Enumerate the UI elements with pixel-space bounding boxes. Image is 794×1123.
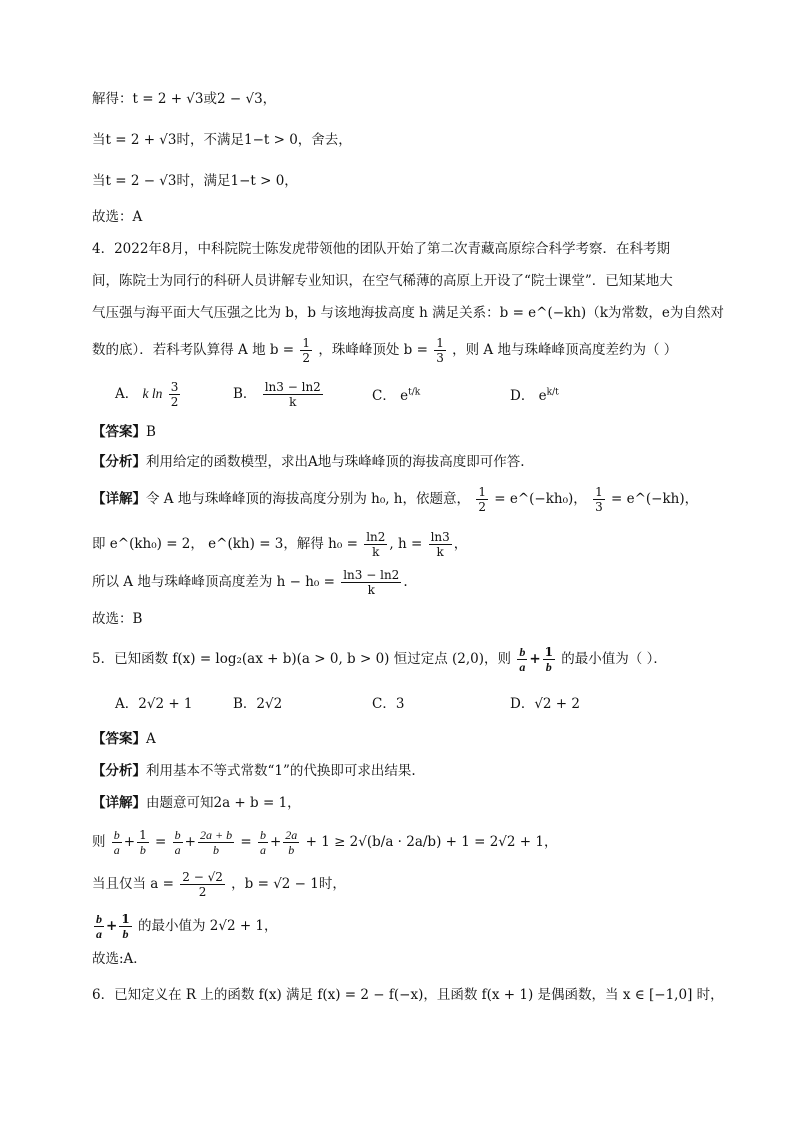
detail-text: ，b = √2 − 1时， <box>231 876 346 892</box>
fraction <box>119 912 131 941</box>
option-text: e <box>400 388 409 404</box>
frac-num: 2a + b <box>199 828 233 842</box>
detail-text: , h = <box>389 536 423 552</box>
q5-detail-2: 则 $\frac{b}{a}$ + $\frac{1}{b}$ = $\frac{b}{a}$ + $\frac{2a + b}{b}$ = $\frac{b}{a}$ + $\frac{2a}{b}$ + 1 ≥ 2√(b/a · 2a/b) + 1 = 2√2 + 1， <box>92 828 558 857</box>
q4-stem-line-2: 间，陈院士为同行的科研人员讲解专业知识，在空气稀薄的高原上开设了“院士课堂”．已知某地大 <box>92 273 673 289</box>
fraction <box>341 568 401 597</box>
option-text: e <box>538 388 547 404</box>
frac-den: a <box>259 843 266 857</box>
q4-detail-1 <box>92 485 698 514</box>
q4-detail-2 <box>92 530 467 559</box>
frac-num: 1 <box>302 336 311 350</box>
frac-num: 2 − √2 <box>182 870 223 884</box>
q5-stem <box>92 645 667 674</box>
q4-stem-line-4 <box>92 336 677 365</box>
solution-line-2: 当t = 2 + √3时，不满足1−t > 0，舍去， <box>92 132 352 148</box>
option-label: C． <box>372 696 396 712</box>
choose-line-q3: 故选：A <box>92 209 143 225</box>
answer-tag: 【答案】 <box>92 731 146 747</box>
frac-num: ln3 <box>430 530 450 544</box>
stem-text: 5．已知函数 f(x) = log₂(ax + b)(a > 0, b > 0) 恒过定点 (2,0)，则 <box>92 651 512 667</box>
option-label: D． <box>510 388 535 404</box>
q5-choose: 故选:A． <box>92 951 147 967</box>
analysis-text: 利用基本不等式常数“1”的代换即可求出结果. <box>146 763 416 779</box>
option-label: C． <box>372 388 396 404</box>
answer-value: B <box>146 424 156 440</box>
frac-num: b <box>96 912 102 926</box>
frac-num: b <box>519 645 526 659</box>
fraction-third <box>593 485 605 514</box>
plus-sign: + <box>529 651 541 667</box>
detail-tag: 【详解】 <box>92 491 146 507</box>
q4-stem-4c: ，则 A 地与珠峰峰顶高度差约为（ ） <box>452 342 678 358</box>
detail-text: = e^(−kh)， <box>606 491 699 507</box>
detail-text: 令 A 地与珠峰峰顶的海拔高度分别为 h₀, h，依题意， <box>146 491 471 507</box>
fraction <box>543 645 555 674</box>
frac-den: k <box>372 545 380 559</box>
option-text: 2√2 + 1 <box>138 696 193 712</box>
detail-text: 即 e^(kh₀) = 2， e^(kh) = 3，解得 h₀ = <box>92 536 358 552</box>
frac-num: ln3 − ln2 <box>264 380 321 394</box>
frac-num: 1 <box>478 485 486 499</box>
fraction-third <box>434 336 446 365</box>
q5-detail-3 <box>92 870 346 899</box>
option-label: B． <box>233 386 257 402</box>
q4-option-a <box>115 380 182 409</box>
detail-text: = e^(−kh₀)， <box>489 491 587 507</box>
q5-option-a <box>115 692 193 712</box>
frac-den: 2 <box>478 500 486 514</box>
q5-option-b <box>233 692 282 712</box>
q5-detail-1 <box>92 794 301 812</box>
plus-sign: + <box>184 834 196 850</box>
solution-line-3: 当t = 2 − √3时，满足1−t > 0， <box>92 173 298 189</box>
q5-answer <box>92 730 156 748</box>
frac-num: b <box>259 828 266 842</box>
answer-tag: 【答案】 <box>92 424 146 440</box>
solution-line-1: 解得：t = 2 + √3或2 − √3， <box>92 91 277 107</box>
fraction <box>180 870 225 899</box>
frac-num: 2a <box>285 828 298 842</box>
q5-option-d <box>510 692 580 712</box>
detail-text: ， <box>453 536 468 552</box>
frac-den: b <box>122 927 129 941</box>
fraction <box>258 828 268 857</box>
frac-num: 1 <box>121 912 130 926</box>
fraction <box>517 645 527 674</box>
detail-text: + 1 ≥ 2√(b/a · 2a/b) + 1 = 2√2 + 1， <box>305 834 558 850</box>
q4-option-b <box>233 380 325 409</box>
frac-den: 3 <box>436 351 444 365</box>
option-label: A． <box>115 696 139 712</box>
q4-answer <box>92 423 156 441</box>
detail-text: 由题意可知2a + b = 1， <box>146 795 301 811</box>
fraction-half <box>476 485 488 514</box>
frac-num: 1 <box>544 645 553 659</box>
fraction <box>112 828 122 857</box>
q4-stem-line-1: 4．2022年8月，中科院院士陈发虎带领他的团队开始了第二次青藏高原综合科学考察．在科考期 <box>92 241 671 257</box>
frac-den: 2 <box>302 351 311 365</box>
frac-num: 1 <box>436 336 444 350</box>
frac-den: b <box>139 843 146 857</box>
fraction-half <box>300 336 312 365</box>
q4-detail-3 <box>92 568 408 597</box>
detail-text: 当且仅当 a = <box>92 876 174 892</box>
q4-choose: 故选：B <box>92 611 143 627</box>
frac-den: b <box>545 660 552 674</box>
plus-sign: + <box>106 918 118 934</box>
analysis-tag: 【分析】 <box>92 454 146 470</box>
fraction <box>364 530 387 559</box>
frac-num: 3 <box>170 380 179 394</box>
fraction <box>169 380 181 409</box>
detail-text: 所以 A 地与珠峰峰顶高度差为 h − h₀ = <box>92 574 335 590</box>
frac-den: a <box>519 660 526 674</box>
frac-num: 1 <box>595 485 603 499</box>
fraction <box>429 530 452 559</box>
option-label: B． <box>233 696 257 712</box>
frac-num: ln2 <box>366 530 386 544</box>
frac-den: b <box>213 843 220 857</box>
frac-num: b <box>174 828 181 842</box>
frac-den: b <box>288 843 295 857</box>
detail-text: . <box>403 574 408 590</box>
frac-den: k <box>367 583 375 597</box>
answer-value: A <box>146 731 156 747</box>
detail-text: 则 <box>92 834 106 850</box>
fraction <box>283 828 299 857</box>
frac-den: k <box>436 545 444 559</box>
option-text: k ln <box>142 386 163 401</box>
option-label: D． <box>510 696 535 712</box>
frac-num: ln3 − ln2 <box>343 568 400 582</box>
fraction <box>198 828 234 857</box>
plus-sign: + <box>269 834 282 850</box>
frac-den: a <box>113 843 120 857</box>
option-text: 3 <box>395 696 405 712</box>
q4-stem-4b: ，珠峰峰顶处 b = <box>318 342 428 358</box>
frac-den: a <box>96 927 102 941</box>
frac-den: 2 <box>198 885 207 899</box>
q6-stem: 6．已知定义在 R 上的函数 f(x) 满足 f(x) = 2 − f(−x)，且函数 f(x + 1) 是偶函数，当 x ∈ [−1,0] 时， <box>92 987 724 1003</box>
frac-num: 1 <box>139 828 147 842</box>
detail-tag: 【详解】 <box>92 795 146 811</box>
frac-den: 2 <box>170 395 179 409</box>
q4-stem-4a: 数的底）．若科考队算得 A 地 b = <box>92 342 295 358</box>
frac-den: k <box>289 395 297 409</box>
q4-analysis <box>92 453 525 471</box>
option-text: √2 + 2 <box>534 696 581 712</box>
frac-den: a <box>174 843 181 857</box>
q4-option-d <box>510 384 559 404</box>
fraction <box>94 912 104 941</box>
q5-option-c <box>372 692 404 712</box>
option-exponent: k/t <box>546 387 559 398</box>
q5-detail-4 <box>92 912 278 941</box>
fraction <box>263 380 323 409</box>
option-label: A． <box>115 386 139 402</box>
stem-text: 的最小值为（ ）． <box>561 651 667 667</box>
q5-analysis <box>92 762 416 780</box>
fraction <box>173 828 183 857</box>
option-text: 2√2 <box>256 696 283 712</box>
option-exponent: t/k <box>408 387 421 398</box>
fraction <box>137 828 149 857</box>
q4-option-c <box>372 384 420 404</box>
frac-den: 3 <box>595 500 603 514</box>
q4-stem-line-3: 气压强与海平面大气压强之比为 b，b 与该地海拔高度 h 满足关系：b = e^(−kh)（k为常数，e为自然对 <box>92 305 724 321</box>
analysis-text: 利用给定的函数模型，求出A地与珠峰峰顶的海拔高度即可作答. <box>146 454 525 470</box>
detail-text: 的最小值为 2√2 + 1， <box>137 918 278 934</box>
analysis-tag: 【分析】 <box>92 763 146 779</box>
frac-num: b <box>113 828 120 842</box>
plus-sign: + <box>123 834 136 850</box>
